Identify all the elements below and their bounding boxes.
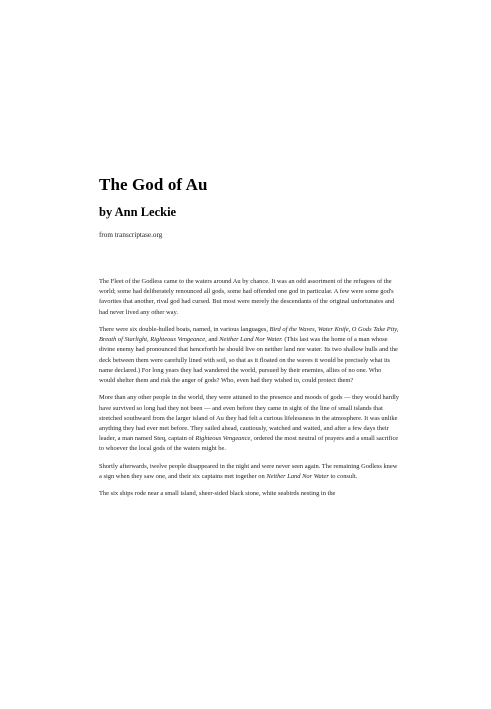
body-paragraph — [99, 393, 399, 454]
italic-title-text: Bird of the Waves, Water Knife, O Gods Take Pity, Breath of Starlight, Righteous Vengeance, — [99, 326, 399, 344]
body-paragraph — [99, 462, 399, 482]
paragraph-text: There were six double-hulled boats, named, in various languages, — [99, 326, 270, 333]
paragraph-text: The Fleet of the Godless came to the waters around Au by chance. It was an odd assortment of the refugees of the world; some had deliberately renounced all gods, some had offended one god in particular. A few were some god's favorites that another, rival god had cursed. But most were merely the descendants of the original unfortunates and had never lived any other way. — [99, 278, 395, 316]
italic-title-text: Neither Land Nor Water — [266, 473, 329, 481]
paragraph-text: More than any other people in the world, they were attuned to the presence and moods of gods — they would hardly have survived so long had they not been — and even before they came in sight of the line of small islands that stretched southward from the larger island of Au they had felt a curious lifelessness in the atmosphere. It was unlike anything they had ever met before. They sailed ahead, cautiously, watched and waited, and after a few days their leader, a man named Steq, captain of — [99, 394, 399, 443]
story-author: by Ann Leckie — [99, 205, 177, 219]
body-paragraph — [99, 277, 399, 318]
body-paragraph — [99, 325, 399, 386]
paragraph-text: and — [206, 336, 220, 344]
paragraph-text: Shortly afterwards, twelve people disappeared in the night and were never seen again. The remaining Godless knew a sign when they saw one, and their six captains met together on — [99, 462, 398, 481]
story-body — [99, 277, 399, 507]
paragraph-text: (This last was the home of a man whose divine enemy had pronounced that henceforth he should live on neither land nor water. Its two shallow hulls and the deck between them were carefully lined with soil, so that as it floated on the waves it would be precisely what its name declared.) For long years they had wandered the world, pursued by their enemies, allies of no one. Who would shelter them and risk the anger of gods? Who, even had they wished to, could protect them? — [99, 336, 398, 385]
italic-title-text: Neither Land Nor Water. — [219, 336, 283, 344]
story-title: The God of Au — [99, 175, 208, 194]
body-paragraph — [99, 489, 399, 499]
italic-title-text: Righteous Vengeance, — [195, 435, 252, 443]
source-line: from transcriptase.org — [99, 231, 163, 239]
paragraph-text: ordered the most neutral of prayers and a small sacrifice to whoever the local gods of the waters might be. — [99, 435, 399, 453]
paragraph-text: to consult. — [328, 473, 358, 481]
paragraph-text: The six ships rode near a small island, sheer-sided black stone, white seabirds nesting in the — [99, 490, 336, 498]
